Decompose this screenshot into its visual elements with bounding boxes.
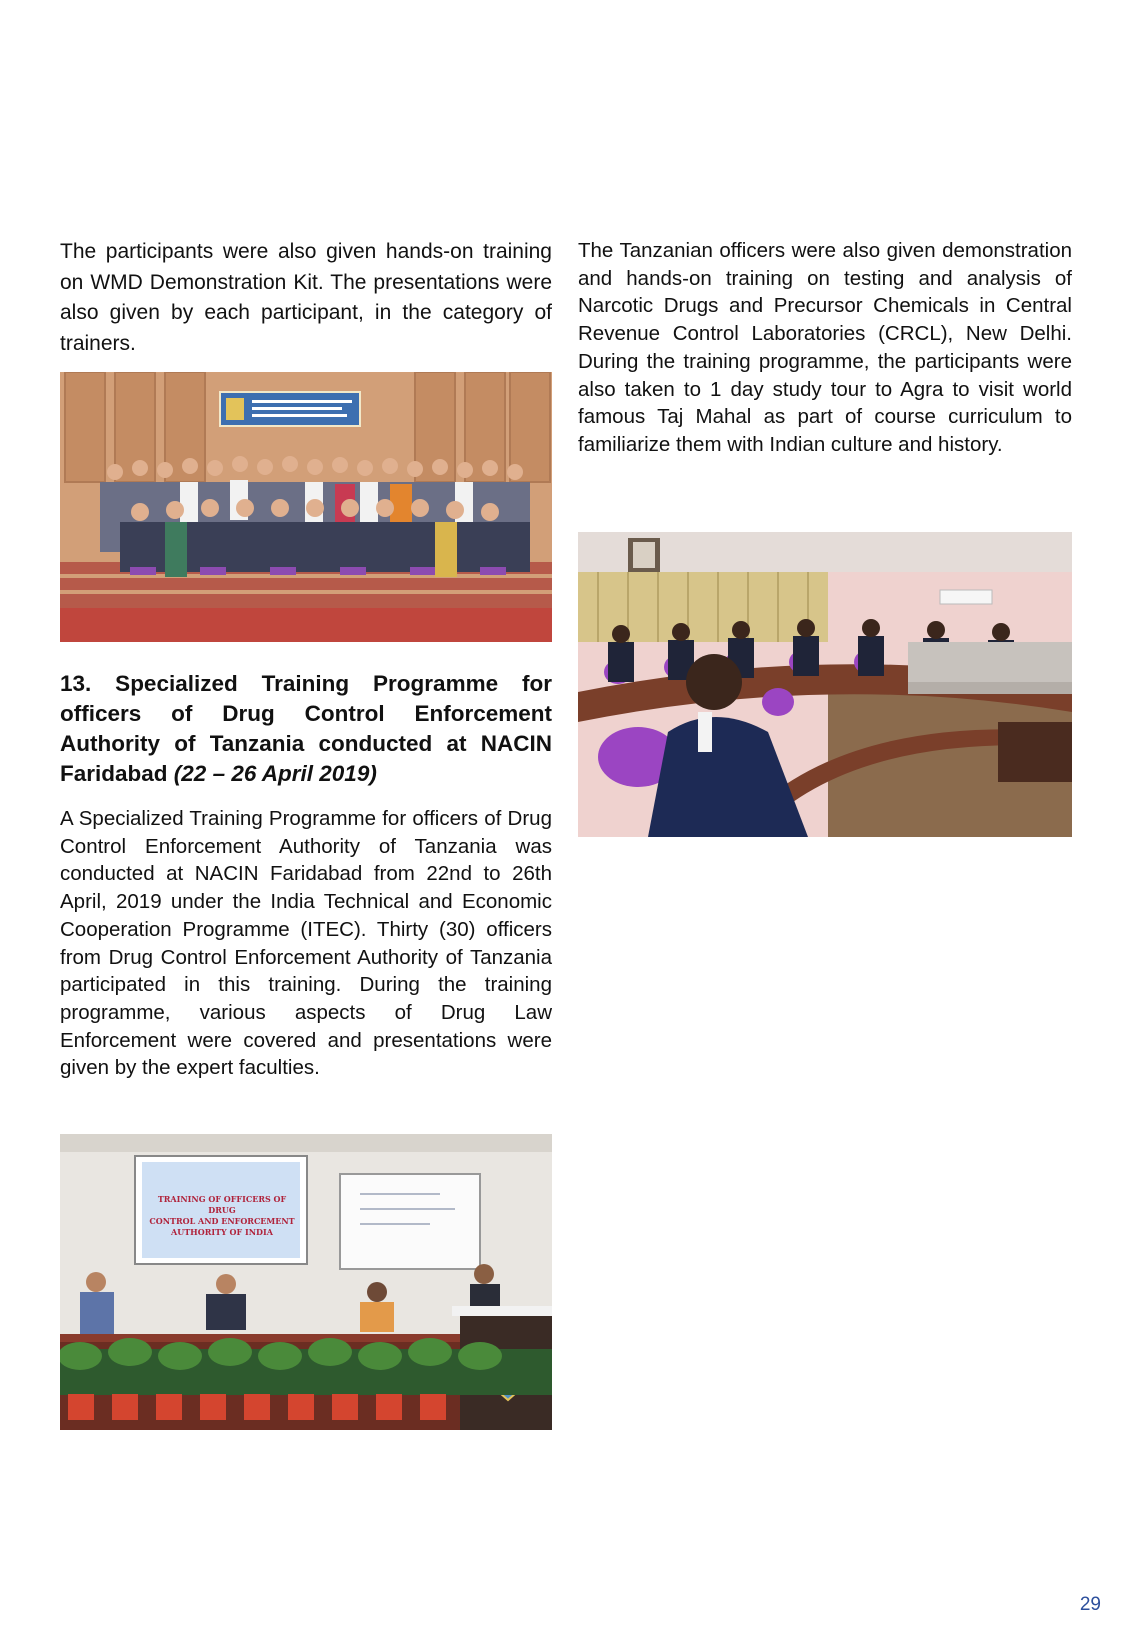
group-photo-image [60, 372, 552, 642]
intro-paragraph: The participants were also given hands-on training on WMD Demonstration Kit. The presentations were also given by each participant, in the category of trainers. [60, 240, 552, 355]
stage-photo [60, 1134, 552, 1430]
left-column [60, 237, 552, 359]
classroom-photo-image [578, 532, 1072, 837]
classroom-photo [578, 532, 1072, 837]
slide-line-2: CONTROL AND ENFORCEMENT [149, 1216, 295, 1226]
section-dates: (22 – 26 April 2019) [173, 761, 377, 786]
page-number: 29 [1079, 1594, 1101, 1615]
slide-line-1: TRAINING OF OFFICERS OF DRUG [157, 1194, 287, 1215]
slide-line-3: AUTHORITY OF INDIA [171, 1227, 273, 1237]
group-photo [60, 372, 552, 642]
section-paragraph: A Specialized Training Programme for officers of Drug Control Enforcement Authority of Tanzania was conducted at NACIN Faridabad from 22nd to 26th April, 2019 under the India Technical and Economic Cooperation Programme (ITEC). Thirty (30) officers from Drug Control Enforcement Authority of Tanzania participated in this training. During the training programme, various aspects of Drug Law Enforcement were covered and presentations were given by the expert faculties. [60, 807, 552, 1080]
slide-caption [144, 1194, 300, 1238]
right-paragraph: The Tanzanian officers were also given demonstration and hands-on training on testing and analysis of Narcotic Drugs and Precursor Chemicals in Central Revenue Control Laboratories (CRCL), New Delhi. During the training programme, the participants were also taken to 1 day study tour to Agra to visit world famous Taj Mahal as part of course curriculum to familiarize them with Indian culture and history. [578, 239, 1072, 456]
right-column [578, 237, 1072, 459]
section-heading [60, 669, 552, 789]
section-heading-text: 13. Specialized Training Programme for officers of Drug Control Enforcement Authority of Tanzania conducted at NACIN Faridabad [60, 671, 552, 786]
stage-photo-image [60, 1134, 552, 1430]
section-block [60, 669, 552, 1082]
